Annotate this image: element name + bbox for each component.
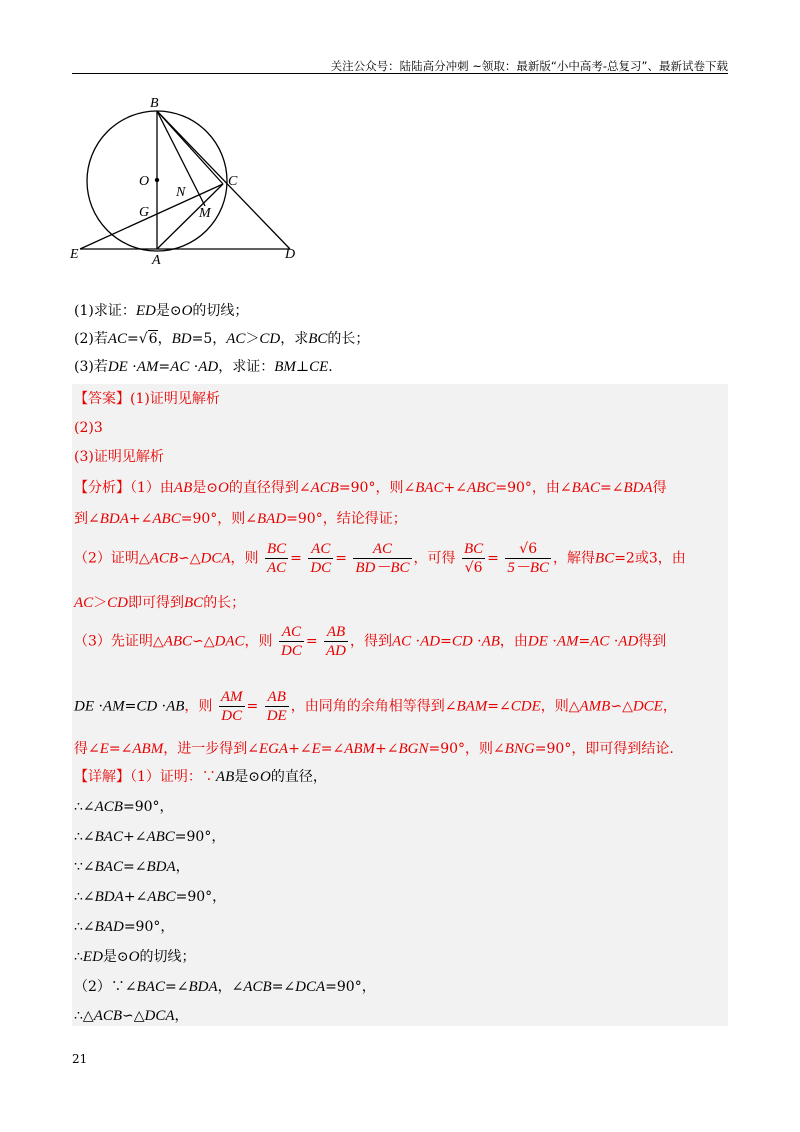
question-2: (2)若AC=√6，BD=5，AC＞CD，求BC的长； bbox=[74, 331, 370, 347]
detail-line-3: ∴∠BAC+∠ABC=90°， bbox=[74, 829, 226, 845]
label-d: D bbox=[285, 247, 296, 262]
question-3: (3)若DE ·AM=AC ·AD，求证：BM⊥CE. bbox=[74, 359, 333, 375]
answer-line-3: (3)证明见解析 bbox=[74, 449, 164, 465]
label-n: N bbox=[176, 185, 186, 200]
analysis-line-6: DE ·AM=CD ·AB，则 $\frac{AM}{DC}$ = $\frac{AB}{DE}$ ，由同角的余角相等得到∠BAM=∠CDE，则△AMB∽△DCE， bbox=[74, 689, 677, 724]
analysis-line-7: 得∠E=∠ABM，进一步得到∠EGA+∠E=∠ABM+∠BGN=90°，则∠BNG=90°，即可得到结论. bbox=[74, 741, 674, 757]
fraction: $\frac{AB}{AD}$ bbox=[326, 624, 347, 659]
detail-line-1: 【详解】（1）证明：∵AB是⊙O的直径， bbox=[74, 769, 327, 785]
fraction: $\frac{AB}{DE}$ bbox=[266, 689, 287, 724]
analysis-line-5: （3）先证明△ABC∽△DAC，则 $\frac{AC}{DC}$ = $\frac{AB}{AD}$ ，得到AC ·AD=CD ·AB，由DE ·AM=AC ·AD得到 bbox=[74, 624, 667, 659]
line-bd bbox=[157, 111, 290, 249]
page-header: 关注公众号：陆陆高分冲刺 ~领取：最新版“小中高考-总复习”、最新试卷下载 bbox=[330, 59, 728, 73]
line-ac bbox=[157, 184, 223, 249]
detail-line-5: ∴∠BDA+∠ABC=90°， bbox=[74, 889, 227, 905]
label-b: B bbox=[150, 96, 159, 111]
fraction: $\frac{AC}{DC}$ bbox=[310, 541, 332, 576]
question-1: (1)求证：ED是⊙O的切线； bbox=[74, 303, 249, 319]
detail-line-8: （2）∵∠BAC=∠BDA，∠ACB=∠DCA=90°， bbox=[74, 979, 376, 995]
label-o: O bbox=[139, 174, 150, 189]
answer-line-1: 【答案】(1)证明见解析 bbox=[74, 391, 220, 407]
detail-line-2: ∴∠ACB=90°， bbox=[74, 799, 174, 815]
center-point bbox=[155, 178, 159, 182]
label-c: C bbox=[228, 174, 238, 189]
fraction: $\frac{BC}{√6}$ bbox=[464, 541, 484, 576]
analysis-line-4: AC＞CD即可得到BC的长； bbox=[74, 595, 246, 611]
fraction: $\frac{AC}{BD-BC}$ bbox=[355, 541, 410, 576]
answer-line-2: (2)3 bbox=[74, 420, 103, 436]
header-rule bbox=[72, 73, 728, 74]
analysis-line-2: 到∠BDA+∠ABC=90°，则∠BAD=90°，结论得证； bbox=[74, 511, 407, 527]
detail-line-7: ∴ED是⊙O的切线； bbox=[74, 949, 196, 965]
detail-line-6: ∴∠BAD=90°， bbox=[74, 919, 175, 935]
label-e: E bbox=[70, 247, 79, 262]
analysis-line-1: 【分析】（1）由AB是⊙O的直径得到∠ACB=90°，则∠BAC+∠ABC=90°，由∠BAC=∠BDA得 bbox=[74, 480, 667, 496]
page-number: 21 bbox=[72, 1052, 88, 1066]
fraction: $\frac{AC}{DC}$ bbox=[280, 624, 302, 659]
fraction: $\frac{√6}{5-BC}$ bbox=[507, 541, 550, 576]
fraction: $\frac{AM}{DC}$ bbox=[220, 689, 243, 724]
label-g: G bbox=[139, 205, 150, 220]
geometry-figure bbox=[68, 92, 308, 272]
analysis-line-3: （2）证明△ACB∽△DCA，则 $\frac{BC}{AC}$ = $\frac{AC}{DC}$ = $\frac{AC}{BD-BC}$ ，可得 $\frac{BC}{√6}$ = $\frac{√6}{5-BC}$ ，解得BC=2或3，由 bbox=[74, 541, 686, 576]
label-a: A bbox=[152, 253, 161, 268]
detail-line-4: ∵∠BAC=∠BDA， bbox=[74, 859, 190, 875]
detail-line-9: ∴△ACB∽△DCA， bbox=[74, 1008, 189, 1024]
fraction: $\frac{BC}{AC}$ bbox=[266, 541, 287, 576]
label-m: M bbox=[199, 206, 211, 221]
